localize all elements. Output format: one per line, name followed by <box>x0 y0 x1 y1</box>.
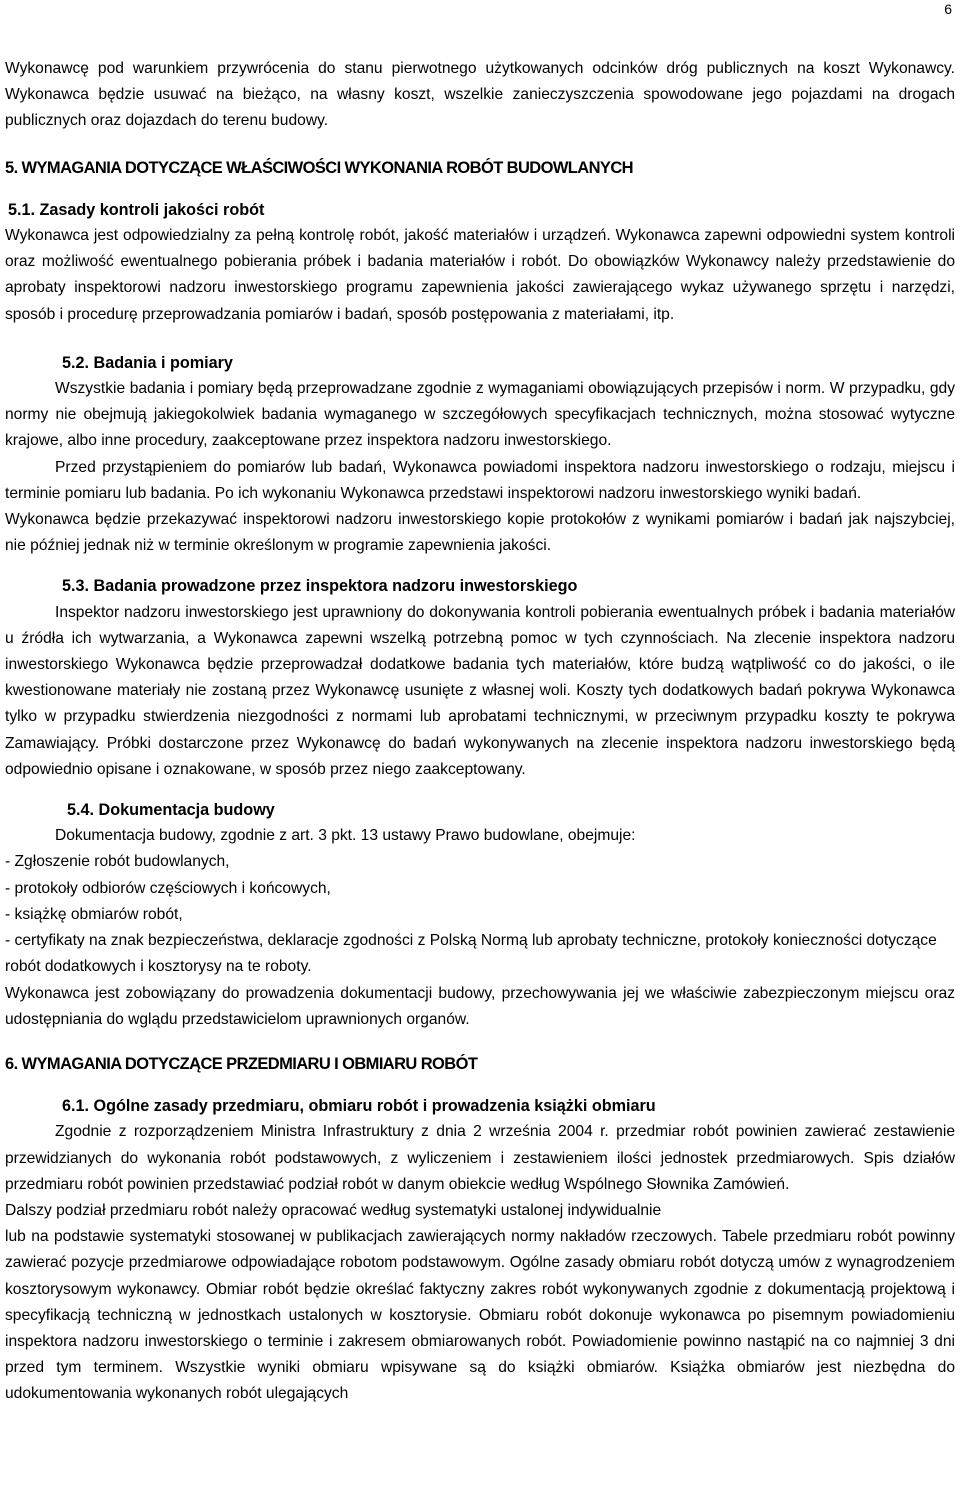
section-6-1-heading: 6.1. Ogólne zasady przedmiaru, obmiaru robót i prowadzenia książki obmiaru <box>62 1097 656 1116</box>
list-item: - Zgłoszenie robót budowlanych, <box>5 853 230 871</box>
section-5-2-paragraph-2: Przed przystąpieniem do pomiarów lub badań, Wykonawca powiadomi inspektora nadzoru inwestorskiego o rodzaju, miejscu i terminie pomiaru lub badania. Po ich wykonaniu Wykonawca przedstawi inspektorowi nadzoru inwestorskiego wyniki badań. <box>5 458 955 502</box>
section-6-1-paragraph-3: lub na podstawie systematyki stosowanej w publikacjach zawierających normy nakładów rzeczowych. Tabele przedmiaru robót powinny zawierać pozycje przedmiarowe odpowiadające robotom podstawowym. Ogólne zasady obmiaru robót dotyczą umów z wynagrodzeniem kosztorysowym wykonawcy. Obmiar robót będzie określać faktyczny zakres robót wykonywanych zgodnie z dokumentacją projektową i specyfikacją techniczną w jednostkach ustalonych w kosztorysie. Obmiaru robót dokonuje wykonawca po pisemnym powiadomieniu inspektora nadzoru inwestorskiego o terminie i zakresem obmiarowanych robót. Powiadomienie powinno nastąpić na co najmniej 3 dni przed tym terminem. Wszystkie wyniki obmiaru wpisywane są do książki obmiarów. Książka obmiarów jest niezbędna do udokumentowania wykonanych robót ulegających <box>5 1228 955 1403</box>
section-5-1-body: Wykonawca jest odpowiedzialny za pełną kontrolę robót, jakość materiałów i urządzeń. Wykonawca zapewni odpowiedni system kontroli oraz możliwość ewentualnego pobierania próbek i badania materiałów i robót. Do obowiązków Wykonawcy należy przedstawienie do aprobaty inspektorowi nadzoru inwestorskiego programu zapewnienia jakości zawierającego wykaz używanego sprzętu i narzędzi, sposób i procedurę przeprowadzania pomiarów i badań, sposób postępowania z materiałami, itp. <box>5 227 955 323</box>
section-5-2-paragraph-3: Wykonawca będzie przekazywać inspektorowi nadzoru inwestorskiego kopie protokołów z wynikami pomiarów i badań jak najszybciej, nie później jednak niż w terminie określonym w programie zapewnienia jakości. <box>5 511 955 555</box>
section-6-1-paragraph-2: Dalszy podział przedmiaru robót należy opracować według systematyki ustalonej indywidualnie <box>5 1201 662 1219</box>
section-5-3-body: Inspektor nadzoru inwestorskiego jest uprawniony do dokonywania kontroli pobierania ewentualnych próbek i badania materiałów u źródła ich wytwarzania, a Wykonawca zapewni wszelką potrzebną pomoc w tych czynnościach. Na zlecenie inspektora nadzoru inwestorskiego Wykonawca będzie przeprowadzał dodatkowe badania tych materiałów, które budzą wątpliwość co do jakości, o ile kwestionowane materiały nie zostaną przez Wykonawcę usunięte z własnej woli. Koszty tych dodatkowych badań pokrywa Wykonawca tylko w przypadku stwierdzenia niezgodności z normami lub aprobatami technicznymi, w przeciwnym przypadku koszty te pokrywa Zamawiający. Próbki dostarczone przez Wykonawcę do badań wykonywanych na zlecenie inspektora nadzoru inwestorskiego będą odpowiednio opisane i oznakowane, w sposób przez niego zaakceptowany. <box>5 603 955 778</box>
section-5-2-heading: 5.2. Badania i pomiary <box>62 353 233 372</box>
page-number: 6 <box>944 1 952 17</box>
section-5-3-heading: 5.3. Badania prowadzone przez inspektora nadzoru inwestorskiego <box>62 577 578 596</box>
section-5-4-closing: Wykonawca jest zobowiązany do prowadzenia dokumentacji budowy, przechowywania jej we właściwie zabezpieczonym miejscu oraz udostępniania do wglądu przedstawicielom uprawnionych organów. <box>5 984 955 1028</box>
document-body <box>5 56 955 1408</box>
intro-paragraph: Wykonawcę pod warunkiem przywrócenia do stanu pierwotnego użytkowanych odcinków dróg publicznych na koszt Wykonawcy. Wykonawca będzie usuwać na bieżąco, na własny koszt, wszelkie zanieczyszczenia spowodowane jego pojazdami na drogach publicznych oraz dojazdach do terenu budowy. <box>5 60 955 130</box>
list-item: - książkę obmiarów robót, <box>5 905 183 923</box>
section-5-4-heading: 5.4. Dokumentacja budowy <box>67 801 275 820</box>
list-item: - protokoły odbiorów częściowych i końcowych, <box>5 879 331 897</box>
section-5-4-lead: Dokumentacja budowy, zgodnie z art. 3 pkt. 13 ustawy Prawo budowlane, obejmuje: <box>55 827 636 845</box>
section-6-1-paragraph-1: Zgodnie z rozporządzeniem Ministra Infrastruktury z dnia 2 września 2004 r. przedmiar robót powinien zawierać zestawienie przewidzianych do wykonania robót podstawowych, z wyliczeniem i zestawieniem ilości jednostek przedmiarowych. Spis działów przedmiaru robót powinien przedstawiać podział robót w danym obiekcie według Wspólnego Słownika Zamówień. <box>5 1123 955 1193</box>
section-5-2-paragraph-1: Wszystkie badania i pomiary będą przeprowadzane zgodnie z wymaganiami obowiązujących przepisów i norm. W przypadku, gdy normy nie obejmują jakiegokolwiek badania wymaganego w szczegółowych specyfikacjach technicznych, można stosować wytyczne krajowe, albo inne procedury, zaakceptowane przez inspektora nadzoru inwestorskiego. <box>5 380 955 450</box>
section-6-heading: 6. WYMAGANIA DOTYCZĄCE PRZEDMIARU I OBMIARU ROBÓT <box>5 1054 478 1073</box>
section-5-1-heading: 5.1. Zasady kontroli jakości robót <box>8 200 265 219</box>
list-item: - certyfikaty na znak bezpieczeństwa, deklaracje zgodności z Polską Normą lub aprobaty techniczne, protokoły konieczności dotyczące robót dodatkowych i kosztorysy na te roboty. <box>5 932 937 976</box>
section-5-heading: 5. WYMAGANIA DOTYCZĄCE WŁAŚCIWOŚCI WYKONANIA ROBÓT BUDOWLANYCH <box>5 158 633 177</box>
